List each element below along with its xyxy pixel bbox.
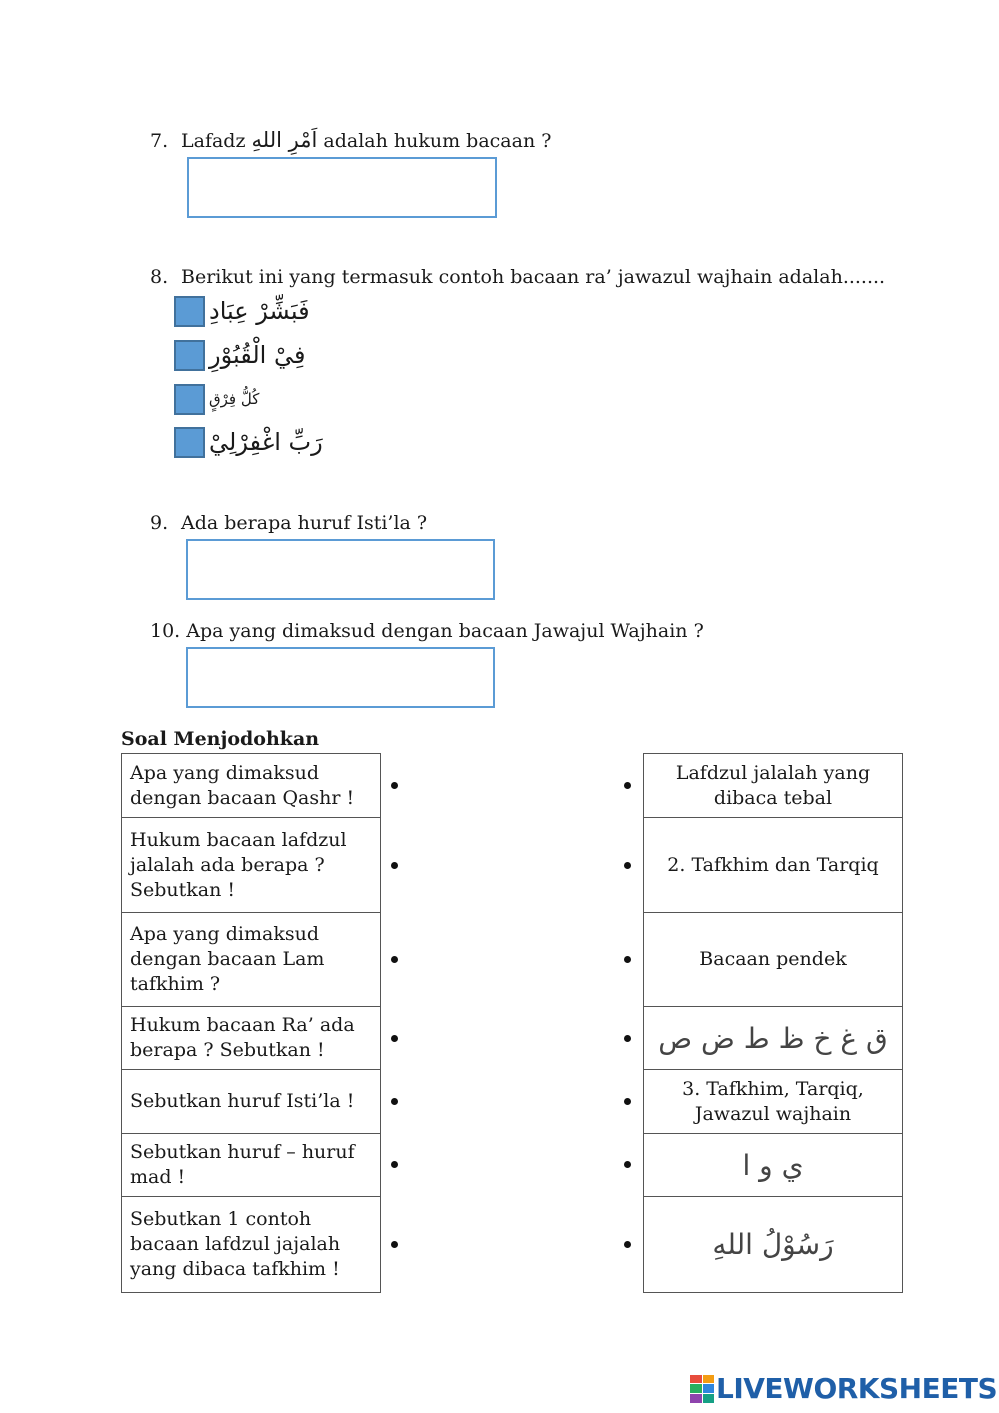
left-item-1: Apa yang dimaksud dengan bacaan Qashr ! — [122, 754, 381, 818]
answer-input-10[interactable] — [186, 647, 495, 708]
question-text-before: Lafadz — [181, 130, 246, 152]
question-number: 8. — [150, 266, 169, 288]
left-item-7: Sebutkan 1 contoh bacaan lafdzul jajalah yang dibaca tafkhim ! — [122, 1197, 381, 1293]
liveworksheets-logo — [690, 1372, 997, 1405]
right-item-3: Bacaan pendek — [644, 913, 903, 1007]
option-label: فَبَشِّرْ عِبَادِ — [209, 297, 310, 325]
question-text-after: adalah hukum bacaan ? — [323, 130, 552, 152]
right-match-dot-7[interactable] — [624, 1241, 631, 1248]
left-match-dot-3[interactable] — [391, 956, 398, 963]
question-text: Apa yang dimaksud dengan bacaan Jawajul Wajhain ? — [186, 620, 704, 642]
question-number: 7. — [150, 130, 169, 152]
left-match-dot-4[interactable] — [391, 1035, 398, 1042]
section-title: Soal Menjodohkan — [121, 728, 320, 750]
left-match-dot-2[interactable] — [391, 862, 398, 869]
question-text: Ada berapa huruf Isti’la ? — [181, 512, 428, 534]
right-item-4: ق غ خ ظ ط ض ص — [644, 1007, 903, 1070]
question-7 — [150, 128, 551, 152]
question-10 — [150, 620, 704, 642]
right-item-7: رَسُوْلُ اللهِ — [644, 1197, 903, 1293]
question-number: 10. — [150, 620, 181, 642]
option-checkbox[interactable] — [174, 384, 205, 415]
option-label: كُلُّ فِرْقٍ — [209, 390, 260, 408]
option-2[interactable] — [174, 338, 305, 372]
right-item-2: 2. Tafkhim dan Tarqiq — [644, 818, 903, 913]
answer-input-7[interactable] — [187, 157, 497, 218]
left-match-dot-6[interactable] — [391, 1161, 398, 1168]
question-number: 9. — [150, 512, 169, 534]
left-match-dot-1[interactable] — [391, 782, 398, 789]
option-label: رَبِّ اغْفِرْلِيْ — [209, 428, 323, 456]
left-match-dot-7[interactable] — [391, 1241, 398, 1248]
left-item-6: Sebutkan huruf – huruf mad ! — [122, 1134, 381, 1197]
right-match-dot-1[interactable] — [624, 782, 631, 789]
logo-icon — [690, 1375, 714, 1403]
right-match-dot-4[interactable] — [624, 1035, 631, 1042]
option-3[interactable] — [174, 382, 259, 416]
option-checkbox[interactable] — [174, 340, 205, 371]
left-item-5: Sebutkan huruf Isti’la ! — [122, 1070, 381, 1134]
question-9 — [150, 512, 427, 534]
logo-text: LIVEWORKSHEETS — [716, 1372, 998, 1405]
right-match-dot-3[interactable] — [624, 956, 631, 963]
right-match-dot-5[interactable] — [624, 1098, 631, 1105]
option-checkbox[interactable] — [174, 296, 205, 327]
option-1[interactable] — [174, 294, 310, 328]
right-match-dot-6[interactable] — [624, 1161, 631, 1168]
left-item-4: Hukum bacaan Ra’ ada berapa ? Sebutkan ! — [122, 1007, 381, 1070]
right-item-5: 3. Tafkhim, Tarqiq, Jawazul wajhain — [644, 1070, 903, 1134]
left-item-2: Hukum bacaan lafdzul jalalah ada berapa ? Sebutkan ! — [122, 818, 381, 913]
option-4[interactable] — [174, 425, 323, 459]
question-text: Berikut ini yang termasuk contoh bacaan ra’ jawazul wajhain adalah....... — [181, 266, 886, 288]
left-match-dot-5[interactable] — [391, 1098, 398, 1105]
option-checkbox[interactable] — [174, 427, 205, 458]
left-column-table — [121, 753, 381, 1293]
left-item-3: Apa yang dimaksud dengan bacaan Lam tafkhim ? — [122, 913, 381, 1007]
option-label: فِيْ الْقُبُوْرِ — [209, 341, 306, 369]
right-column-table — [643, 753, 903, 1293]
right-match-dot-2[interactable] — [624, 862, 631, 869]
arabic-phrase: اَمْرِ اللهِ — [251, 128, 318, 152]
question-8 — [150, 266, 885, 288]
right-item-6: ي و ا — [644, 1134, 903, 1197]
answer-input-9[interactable] — [186, 539, 495, 600]
right-item-1: Lafdzul jalalah yang dibaca tebal — [644, 754, 903, 818]
